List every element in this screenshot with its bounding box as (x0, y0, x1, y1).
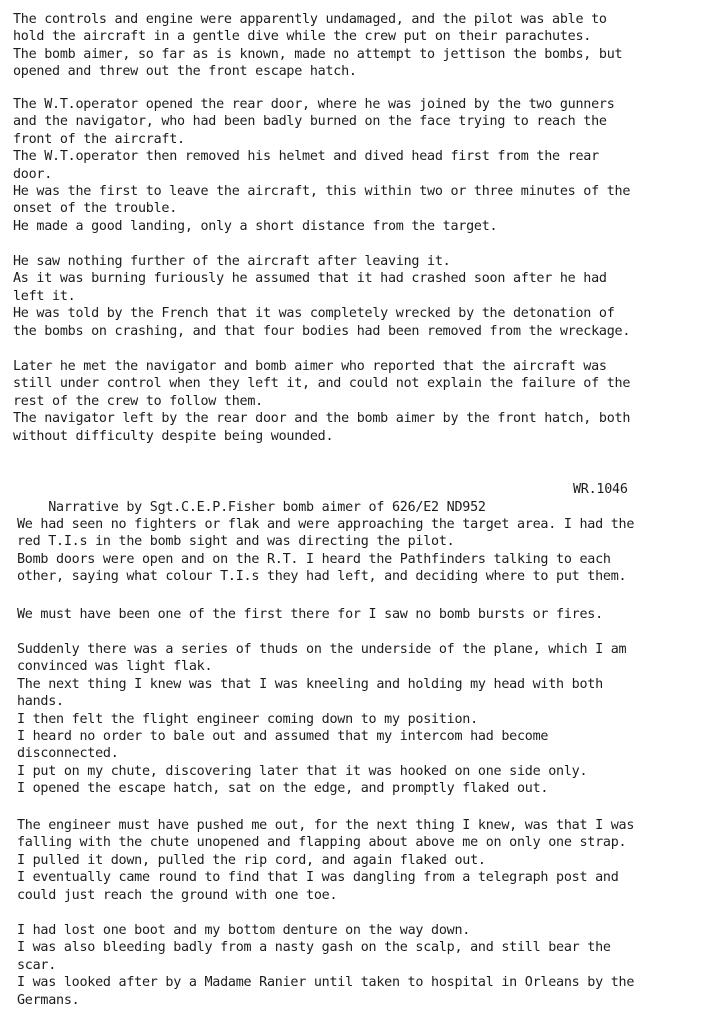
paragraph-controls-undamaged (13, 11, 713, 81)
text-line: He was the first to leave the aircraft, this within two or three minutes of the (13, 183, 631, 199)
text-line: We had seen no fighters or flak and were approaching the target area. I had the (17, 517, 635, 532)
paragraph-navigator-report (13, 358, 713, 445)
text-line: I was looked after by a Madame Ranier until taken to hospital in Orleans by the (17, 975, 635, 991)
text-line: onset of the trouble. (13, 201, 178, 217)
text-line: left it. (13, 288, 76, 304)
text-line: rest of the crew to follow them. (13, 393, 263, 409)
text-line: other, saying what colour T.I.s they had left, and deciding where to put them. (17, 569, 627, 585)
narrative-title: Narrative by Sgt.C.E.P.Fisher bomb aimer of 626/E2 ND952 (48, 500, 486, 515)
text-line: and the navigator, who had been badly burned on the face trying to reach the (13, 114, 607, 130)
text-line: without difficulty despite being wounded. (13, 428, 334, 444)
paragraph-pushed-out (17, 817, 716, 904)
text-line: Later he met the navigator and bomb aimer who reported that the aircraft was (13, 359, 607, 374)
paragraph-thuds (17, 641, 716, 798)
text-line: The bomb aimer, so far as is known, made no attempt to jettison the bombs, but (13, 46, 623, 62)
paragraph-first-there (17, 606, 716, 623)
text-line: front of the aircraft. (13, 131, 185, 147)
text-line: could just reach the ground with one toe. (17, 887, 338, 903)
text-line: hold the aircraft in a gentle dive while the crew put on their parachutes. (13, 29, 592, 45)
text-line: I heard no order to bale out and assumed that my intercom had become (17, 728, 549, 744)
text-line: He made a good landing, only a short distance from the target. (13, 218, 498, 234)
text-line: hands. (17, 694, 64, 710)
text-line: scar. (17, 957, 57, 973)
text-line: I put on my chute, discovering later that it was hooked on one side only. (17, 763, 588, 779)
text-line: red T.I.s in the bomb sight and was directing the pilot. (17, 534, 455, 550)
text-line: He was told by the French that it was completely wrecked by the detonation of (13, 306, 615, 322)
text-line: the bombs on crashing, and that four bodies had been removed from the wreckage. (13, 323, 631, 339)
text-line: convinced was light flak. (17, 659, 213, 675)
text-line: Germans. (17, 992, 80, 1008)
paragraph-saw-nothing (13, 253, 713, 340)
text-line: door. (13, 166, 53, 182)
text-line: As it was burning furiously he assumed that it had crashed soon after he had (13, 271, 607, 287)
text-line: The engineer must have pushed me out, for the next thing I knew, was that I was (17, 818, 635, 833)
paragraph-wt-operator (13, 96, 713, 235)
text-line: The controls and engine were apparently undamaged, and the pilot was able to (13, 12, 607, 27)
narrative-heading (17, 481, 707, 515)
text-line: We must have been one of the first there for I saw no bomb bursts or fires. (17, 607, 603, 622)
text-line: falling with the chute unopened and flapping about above me on only one strap. (17, 835, 627, 851)
narrative-reference: WR.1046 (573, 482, 628, 497)
paragraph-lost-boot (17, 922, 716, 1009)
text-line: I opened the escape hatch, sat on the edge, and promptly flaked out. (17, 781, 549, 797)
text-line: The navigator left by the rear door and the bomb aimer by the front hatch, both (13, 411, 631, 427)
text-line: The next thing I knew was that I was kneeling and holding my head with both (17, 676, 603, 692)
text-line: disconnected. (17, 746, 119, 762)
text-line: He saw nothing further of the aircraft after leaving it. (13, 254, 451, 269)
text-line: opened and threw out the front escape hatch. (13, 64, 357, 80)
text-line: I was also bleeding badly from a nasty gash on the scalp, and still bear the (17, 940, 611, 956)
text-line: I had lost one boot and my bottom denture on the way down. (17, 923, 471, 938)
paragraph-approaching-target (17, 516, 716, 586)
text-line: I then felt the flight engineer coming down to my position. (17, 711, 478, 727)
text-line: Suddenly there was a series of thuds on the underside of the plane, which I am (17, 642, 627, 657)
text-line: I eventually came round to find that I was dangling from a telegraph post and (17, 870, 619, 886)
text-line: Bomb doors were open and on the R.T. I heard the Pathfinders talking to each (17, 551, 611, 567)
text-line: I pulled it down, pulled the rip cord, and again flaked out. (17, 852, 486, 868)
text-line: The W.T.operator opened the rear door, where he was joined by the two gunners (13, 97, 615, 112)
text-line: still under control when they left it, and could not explain the failure of the (13, 376, 631, 392)
text-line: The W.T.operator then removed his helmet and dived head first from the rear (13, 149, 599, 165)
